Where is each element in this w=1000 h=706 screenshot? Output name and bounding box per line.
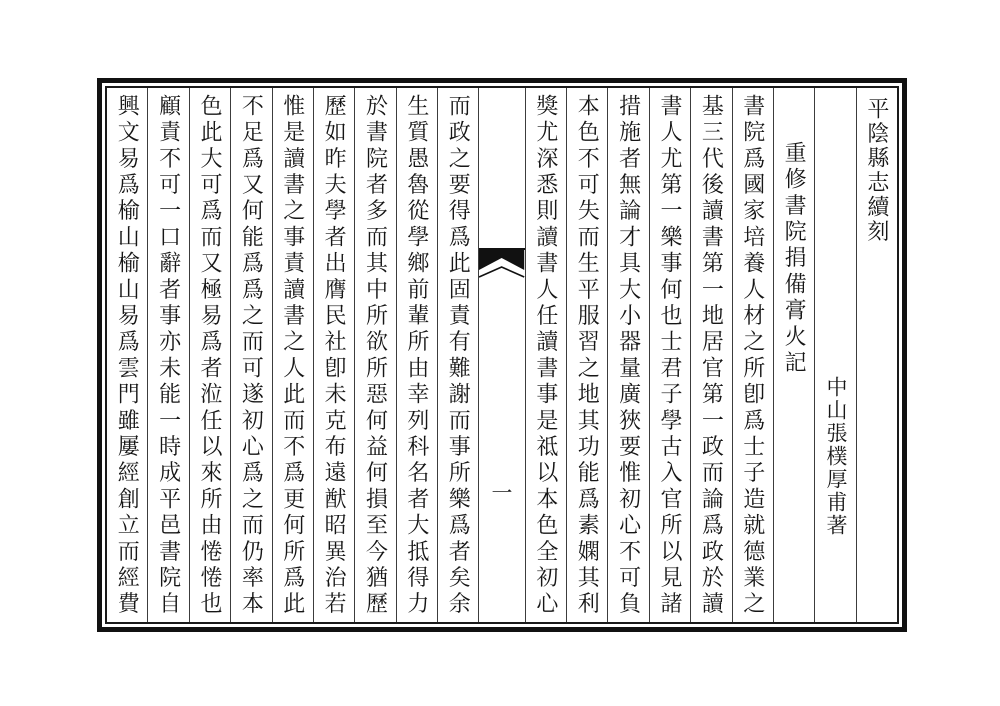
body-text: 歷如昨夫學者出膺民社卽未克布遠猷昭異治若 — [322, 94, 348, 618]
article-title: 重修書院捐備膏火記 — [782, 141, 808, 377]
body-text: 基三代後讀書第一地居官第一政而論爲政於讀 — [699, 94, 725, 618]
fold-spacer — [479, 286, 524, 483]
body-text: 興文易爲榆山榆山易爲雲門雖屢經創立而經費 — [115, 94, 141, 618]
text-column — [649, 88, 690, 622]
body-text: 書院爲國家培養人材之所卽爲士子造就德業之 — [740, 94, 766, 618]
body-text: 本色不可失而生平服習之地其功能爲素嫻其利 — [575, 94, 601, 618]
text-column — [437, 88, 478, 622]
text-column — [147, 88, 188, 622]
author-name: 中山張樸厚甫著 — [823, 376, 848, 537]
text-column — [313, 88, 354, 622]
text-column — [396, 88, 437, 622]
text-column — [525, 88, 566, 622]
body-text: 顧責不可一口辭者事亦未能一時成平邑書院自 — [156, 94, 182, 618]
text-column — [690, 88, 731, 622]
text-column — [272, 88, 313, 622]
text-column — [354, 88, 395, 622]
text-column — [566, 88, 607, 622]
text-column — [607, 88, 648, 622]
body-text: 生質愚魯從學鄉前輩所由幸列科名者大抵得力 — [404, 94, 430, 618]
body-text: 而政之要得爲此固責有難謝而事所樂爲者矣余 — [446, 94, 472, 618]
body-text: 惟是讀書之事責讀書之人此而不爲更何所爲此 — [280, 94, 306, 618]
column-book-title — [856, 88, 897, 622]
column-author — [814, 88, 855, 622]
book-title: 平陰縣志續刻 — [864, 97, 890, 244]
text-block-frame — [105, 86, 899, 624]
text-column — [230, 88, 271, 622]
page-frame — [97, 78, 907, 632]
text-column — [732, 88, 773, 622]
fold-column — [478, 88, 524, 622]
body-text: 於書院者多而其中所欲所惡何益何損至今猶歷 — [363, 94, 389, 618]
fold-spacer — [479, 88, 524, 248]
page-number: 一 — [491, 481, 513, 505]
text-column — [107, 88, 147, 622]
fishtail-icon — [479, 250, 524, 286]
body-text: 色此大可爲而又極易爲者涖任以來所由惓惓也 — [197, 94, 223, 618]
text-column — [189, 88, 230, 622]
body-text: 不足爲又何能爲爲之而可遂初心爲之而仍率本 — [239, 94, 265, 618]
body-text: 措施者無論才具大小器量廣狹要惟初心不可負 — [616, 94, 642, 618]
column-article-title — [773, 88, 814, 622]
body-text: 獎尤深悉則讀書人任讀書事是祗以本色全初心 — [533, 94, 559, 618]
body-text: 書人尤第一樂事何也士君子學古入官所以見諸 — [657, 94, 683, 618]
